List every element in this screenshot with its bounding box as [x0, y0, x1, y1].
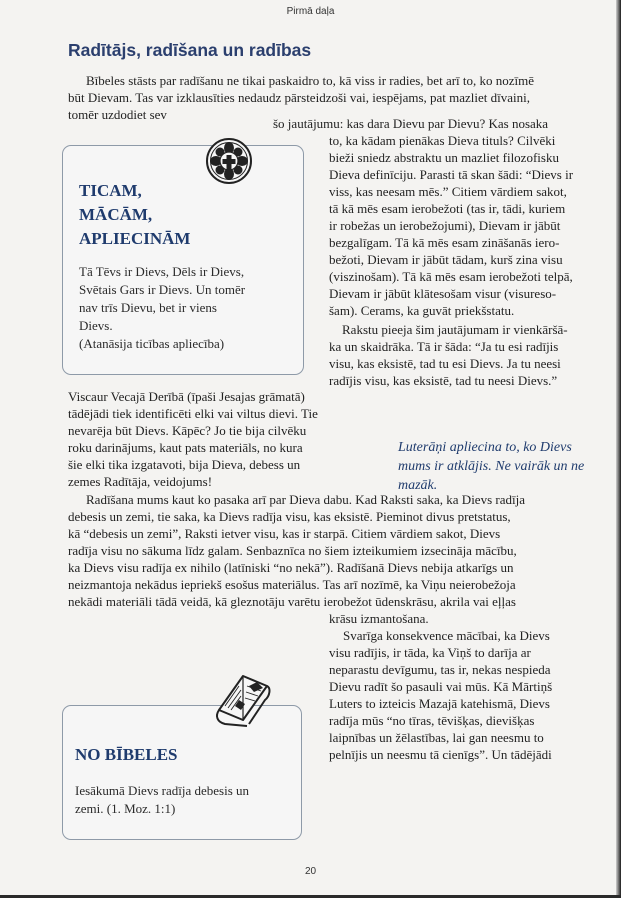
- body-line: radījis visu, kas eksistē, tad tu neesi Dievs.”: [329, 373, 558, 388]
- body-line: debesis un zemi, tie saka, ka Dievs radīja visu, kas eksistē. Pieminot divus pretstatus,: [68, 509, 511, 524]
- box-heading: APLIECINĀM: [79, 229, 191, 248]
- body-line: Radīšana mums kaut ko pasaka arī par Dieva dabu. Kad Raksti saka, ka Dievs radīja: [86, 492, 525, 507]
- body-line: Viscaur Vecajā Derībā (īpaši Jesajas grāmatā): [68, 389, 305, 404]
- intro-line: Bībeles stāsts par radīšanu ne tikai paskaidro to, kā viss ir radies, bet arī to, ko nozīmē: [86, 73, 535, 88]
- open-bible-icon: [213, 666, 271, 728]
- body-line: viss, kas neesam mēs.” Citiem vārdiem sakot,: [329, 184, 567, 199]
- pull-quote-line: Luterāņi apliecina to, ko Dievs: [398, 440, 572, 455]
- body-line: ka un skaidrāka. Tā ir šāda: “Ja tu esi radījis: [329, 339, 559, 354]
- body-line: pelnījis un neesmu tā cienīgs”. Un tādējādi: [329, 747, 552, 762]
- box-body-line: Svētais Gars ir Dievs. Un tomēr: [79, 282, 246, 297]
- body-line: šo jautājumu: kas dara Dievu par Dievu? Kas nosaka: [273, 116, 549, 131]
- body-line: zemes Radītāja, veidojums!: [68, 474, 213, 489]
- body-line: ir robežas un ierobežojumi), Dievam ir jābūt: [329, 218, 561, 233]
- box-heading: MĀCĀM,: [79, 205, 153, 224]
- body-line: radīja mūs “no tīras, tēvišķas, dievišķas: [329, 713, 535, 728]
- body-line: ka Dievs visu radīja ex nihilo (latīniski “no nekā”). Radīšanā Dievs nebija atkarīgs un: [68, 560, 514, 575]
- box-body-line: Tā Tēvs ir Dievs, Dēls ir Dievs,: [79, 264, 245, 279]
- body-line: šie elki tika izgatavoti, bija Dieva, debess un: [68, 457, 301, 472]
- body-line: to, ka kādam pienākas Dieva tituls? Cilvēki: [329, 133, 556, 148]
- body-line: bežoti, Dievam ir jābūt tādam, kurš zina visu: [329, 252, 563, 267]
- box-body-line: Dievs.: [79, 318, 113, 333]
- body-line: krāsu izmantošana.: [329, 611, 429, 626]
- body-line: neizmantoja nekādus iepriekš esošus materiālus. Tas arī nozīmē, ka Viņu neierobežoja: [68, 577, 516, 592]
- body-line: Rakstu pieeja šim jautājumam ir vienkāršā-: [342, 322, 568, 337]
- box-heading: TICAM,: [79, 181, 142, 200]
- page-edge-shadow: [616, 0, 621, 898]
- body-line: Luters to izteicis Mazajā katehismā, Dievs: [329, 696, 550, 711]
- body-line: bezgalīgam. Tā kā mēs esam zināšanās iero-: [329, 235, 560, 250]
- box-body-line: zemi. (1. Moz. 1:1): [75, 801, 176, 816]
- body-line: radīja visu no sākuma līdz galam. Senbaznīca no šiem izteikumiem izsecināja mācību,: [68, 543, 517, 558]
- body-line: Dieva definīciju. Parasti tā skan šādi: “Dievs ir: [329, 167, 574, 182]
- section-title: Radītājs, radīšana un radības: [68, 40, 312, 60]
- page-number: 20: [304, 866, 317, 877]
- body-line: kā “debesis un zemi”, Raksti ietver visu, kas ir starpā. Citiem vārdiem sakot, Dievs: [68, 526, 501, 541]
- rose-cross-emblem-icon: [205, 137, 253, 185]
- body-line: Dievu radīt šo pasauli vai mūs. Kā Mārtiņš: [329, 679, 553, 694]
- body-line: roku darinājums, kaut pats materiāls, no kura: [68, 440, 303, 455]
- box-body-line: Iesākumā Dievs radīja debesis un: [75, 783, 250, 798]
- body-line: tā kā mēs esam ierobežoti (tas ir, tādi, kuriem: [329, 201, 566, 216]
- pull-quote: [398, 438, 584, 495]
- body-line: Dievam ir jābūt klātesošam visur (visureso-: [329, 286, 557, 301]
- body-line: šam). Cerams, ka guvāt priekšstatu.: [329, 303, 515, 318]
- body-line: nekādi materiāli tādā veidā, kā gleznotāju varētu ierobežot ūdenskrāsu, akrila vai eļļas: [68, 594, 516, 609]
- pull-quote-line: mums ir atklājis. Ne vairāk un ne: [398, 459, 585, 474]
- body-line: neparastu devīgumu, tas ir, nekas nespieda: [329, 662, 551, 677]
- body-line: visu, kas eksistē, tad tu esi Dievs. Ja tu neesi: [329, 356, 561, 371]
- box-body-line: nav trīs Dievu, bet ir viens: [79, 300, 217, 315]
- creed-sidebar-box: [62, 145, 304, 375]
- body-line: tādējādi tiek identificēti elki vai viltus dievi. Tie: [68, 406, 318, 421]
- body-line: visu radījis, ir tāda, ka Viņš to darīja ar: [329, 645, 531, 660]
- body-line: bieži sniedz abstraktu un mazliet filozofisku: [329, 150, 559, 165]
- box-heading: NO BĪBELES: [75, 745, 178, 764]
- box-body-line: (Atanāsija ticības apliecība): [79, 336, 225, 351]
- intro-line: būt Dievam. Tas var izklausīties nedaudz pārsteidzoši vai, iespējams, pat mazliet dīvaini,: [68, 90, 531, 105]
- body-line: nevarēja būt Dievs. Kāpēc? Jo tie bija cilvēku: [68, 423, 307, 438]
- running-head: Pirmā daļa: [286, 6, 335, 17]
- body-line: (viszinošam). Tā kā mēs esam ierobežoti telpā,: [329, 269, 573, 284]
- intro-line: tomēr uzdodiet sev: [68, 107, 167, 122]
- pull-quote-line: mazāk.: [398, 478, 438, 493]
- body-line: Svarīga konsekvence mācībai, ka Dievs: [343, 628, 550, 643]
- body-line: laipnības un žēlastības, lai gan neesmu to: [329, 730, 544, 745]
